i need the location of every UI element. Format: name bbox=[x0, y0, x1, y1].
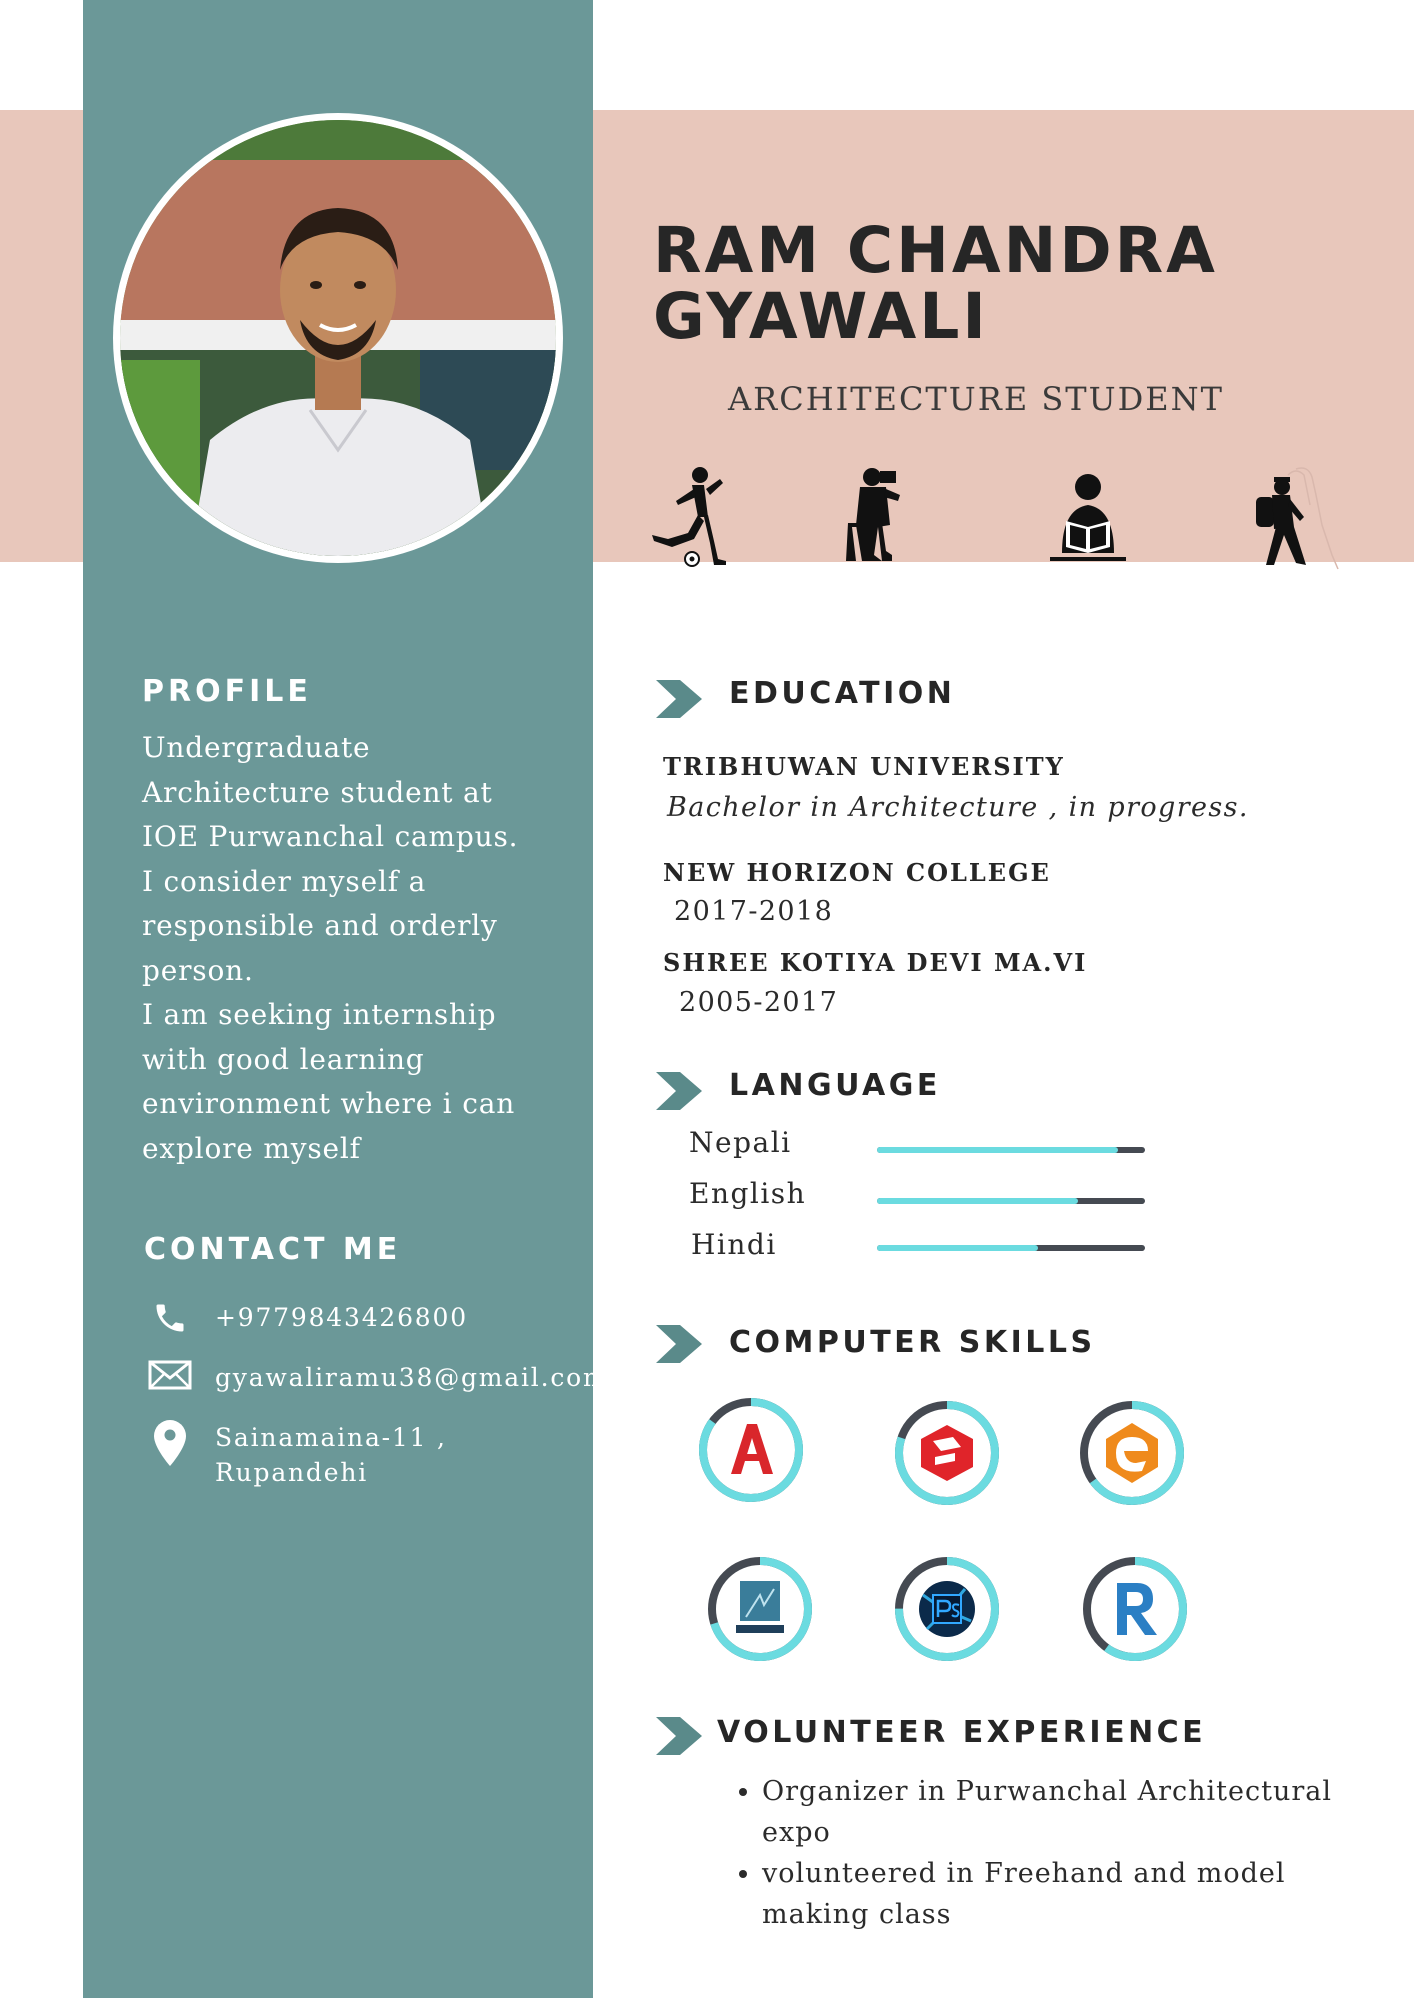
candidate-name bbox=[653, 214, 1218, 353]
football-player-icon bbox=[648, 465, 728, 570]
chevron-right-icon bbox=[656, 1072, 702, 1110]
autocad-icon bbox=[697, 1396, 805, 1504]
education-heading: EDUCATION bbox=[729, 676, 956, 711]
profile-line: I consider myself a bbox=[142, 864, 427, 898]
language-name: Nepali bbox=[689, 1126, 792, 1159]
profile-line: explore myself bbox=[142, 1131, 361, 1165]
volunteer-list bbox=[734, 1771, 1332, 1935]
job-title: ARCHITECTURE STUDENT bbox=[728, 380, 1224, 418]
photographer-icon bbox=[842, 465, 904, 565]
list-item: • Organizer in Purwanchal Architectural expo bbox=[762, 1771, 1332, 1853]
contact-heading: CONTACT ME bbox=[144, 1232, 402, 1267]
language-level-fill bbox=[877, 1147, 1118, 1153]
envelope-icon bbox=[145, 1360, 195, 1400]
sketchup-icon bbox=[893, 1399, 1001, 1507]
profile-photo-frame bbox=[113, 113, 563, 563]
revit-icon bbox=[1081, 1555, 1189, 1663]
profile-line: with good learning bbox=[142, 1042, 425, 1076]
photoshop-icon bbox=[893, 1555, 1001, 1663]
language-level-bar bbox=[877, 1147, 1145, 1153]
language-name: Hindi bbox=[691, 1228, 777, 1261]
chevron-right-icon bbox=[656, 680, 702, 718]
address bbox=[215, 1420, 447, 1490]
language-level-fill bbox=[877, 1245, 1038, 1251]
address-line-2: Rupandehi bbox=[215, 1458, 369, 1487]
profile-line: Undergraduate bbox=[142, 731, 371, 764]
profile-line: person. bbox=[142, 953, 254, 987]
chevron-right-icon bbox=[656, 1717, 702, 1755]
profile-line: Architecture student at bbox=[142, 775, 493, 809]
phone-number: +9779843426800 bbox=[215, 1303, 468, 1332]
contact-email[interactable] bbox=[145, 1360, 609, 1400]
language-name: English bbox=[689, 1177, 807, 1210]
education-detail: 2005-2017 bbox=[679, 987, 839, 1018]
list-item: • volunteered in Freehand and model making class bbox=[762, 1853, 1332, 1935]
profile-summary bbox=[142, 726, 542, 1171]
language-level-bar bbox=[877, 1245, 1145, 1251]
location-pin-icon bbox=[145, 1420, 195, 1460]
education-school: NEW HORIZON COLLEGE bbox=[663, 858, 1051, 887]
language-level-bar bbox=[877, 1198, 1145, 1204]
education-detail: Bachelor in Architecture , in progress. bbox=[667, 792, 1249, 823]
language-level-fill bbox=[877, 1198, 1078, 1204]
profile-line: responsible and orderly bbox=[142, 909, 498, 942]
chevron-right-icon bbox=[656, 1325, 702, 1363]
profile-heading: PROFILE bbox=[142, 674, 312, 709]
contact-address bbox=[145, 1420, 447, 1490]
computer-skills-heading: COMPUTER SKILLS bbox=[729, 1325, 1096, 1360]
hiker-icon bbox=[1252, 465, 1344, 570]
language-heading: LANGUAGE bbox=[729, 1068, 941, 1103]
address-line-1: Sainamaina-11 , bbox=[215, 1423, 447, 1452]
email-address: gyawaliramu38@gmail.com bbox=[215, 1363, 609, 1392]
profile-line: IOE Purwanchal campus. bbox=[142, 820, 519, 853]
profile-line: I am seeking internship bbox=[142, 998, 497, 1031]
enscape-icon bbox=[1078, 1399, 1186, 1507]
education-school: TRIBHUWAN UNIVERSITY bbox=[663, 752, 1065, 781]
education-school: SHREE KOTIYA DEVI MA.VI bbox=[663, 948, 1088, 977]
profile-photo bbox=[120, 120, 556, 556]
profile-line: environment where i can bbox=[142, 1087, 516, 1120]
volunteer-heading: VOLUNTEER EXPERIENCE bbox=[717, 1715, 1207, 1750]
name-line-2: GYAWALI bbox=[653, 280, 989, 353]
lumion-icon bbox=[706, 1555, 814, 1663]
phone-icon bbox=[145, 1300, 195, 1340]
contact-phone[interactable] bbox=[145, 1300, 468, 1340]
name-line-1: RAM CHANDRA bbox=[653, 214, 1218, 287]
education-detail: 2017-2018 bbox=[674, 896, 834, 927]
reader-icon bbox=[1048, 465, 1128, 565]
